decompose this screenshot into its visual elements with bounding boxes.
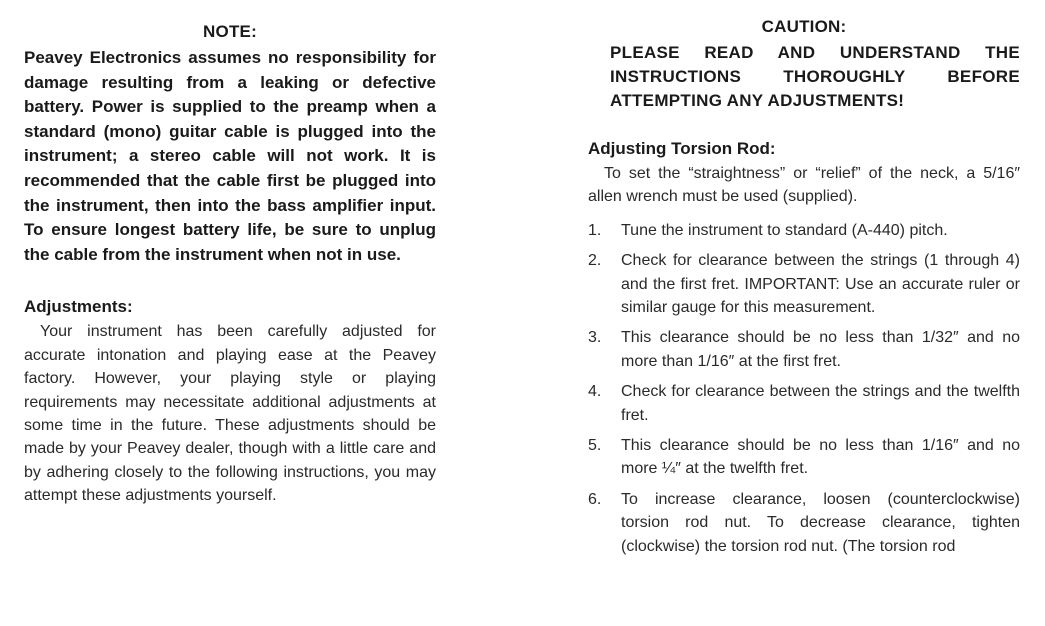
torsion-heading: Adjusting Torsion Rod: [588, 139, 776, 158]
step-number: 4. [588, 383, 602, 401]
step-number: 2. [588, 252, 602, 270]
step-number: 3. [588, 329, 602, 347]
list-item [588, 219, 1020, 242]
step-text: This clearance should be no less than 1/32″ and no more than 1/16″ at the first fret. [621, 329, 1020, 370]
list-item [588, 488, 1020, 558]
note-body: Peavey Electronics assumes no responsibility for damage resulting from a leaking or defective battery. Power is supplied to the preamp when a standard (mono) guitar cable is plugged into the instrument; a stereo cable will not work. It is recommended that the cable first be plugged into the instrument, then into the bass amplifier input. To ensure longest battery life, be sure to unplug the cable from the instrument when not in use. [24, 48, 436, 264]
torsion-steps-list [588, 219, 1020, 558]
adjustments-heading: Adjustments: [24, 297, 133, 317]
caution-heading: CAUTION: [761, 17, 847, 36]
step-text: Tune the instrument to standard (A-440) pitch. [621, 221, 948, 239]
left-column [24, 0, 436, 508]
list-item [588, 326, 1020, 373]
step-number: 1. [588, 221, 602, 239]
note-heading: NOTE: [203, 22, 257, 41]
step-number: 5. [588, 437, 602, 455]
step-number: 6. [588, 490, 602, 508]
caution-body: PLEASE READ AND UNDERSTAND THE INSTRUCTIONS THOROUGHLY BEFORE ATTEMPTING ANY ADJUSTMENTS! [610, 43, 1020, 110]
torsion-intro: To set the “straightness” or “relief” of the neck, a 5/16″ allen wrench must be used (supplied). [588, 165, 1020, 206]
list-item [588, 434, 1020, 481]
step-text: Check for clearance between the strings and the twelfth fret. [621, 383, 1020, 424]
list-item [588, 380, 1020, 427]
step-text: To increase clearance, loosen (counterclockwise) torsion rod nut. To decrease clearance, tighten (clockwise) the torsion rod nut. (The torsion rod [621, 490, 1020, 555]
step-text: Check for clearance between the strings (1 through 4) and the first fret. IMPORTANT: Use an accurate ruler or similar gauge for this measurement. [621, 252, 1020, 317]
step-text: This clearance should be no less than 1/16″ and no more ¼″ at the twelfth fret. [621, 437, 1020, 478]
adjustments-body: Your instrument has been carefully adjusted for accurate intonation and playing ease at the Peavey factory. However, your playing style or playing requirements may necessitate additional adjustments at some time in the future. These adjustments should be made by your Peavey dealer, though with a little care and by adhering closely to the following instructions, you may attempt these adjustments yourself. [24, 323, 436, 505]
list-item [588, 249, 1020, 319]
right-column [588, 0, 1020, 558]
